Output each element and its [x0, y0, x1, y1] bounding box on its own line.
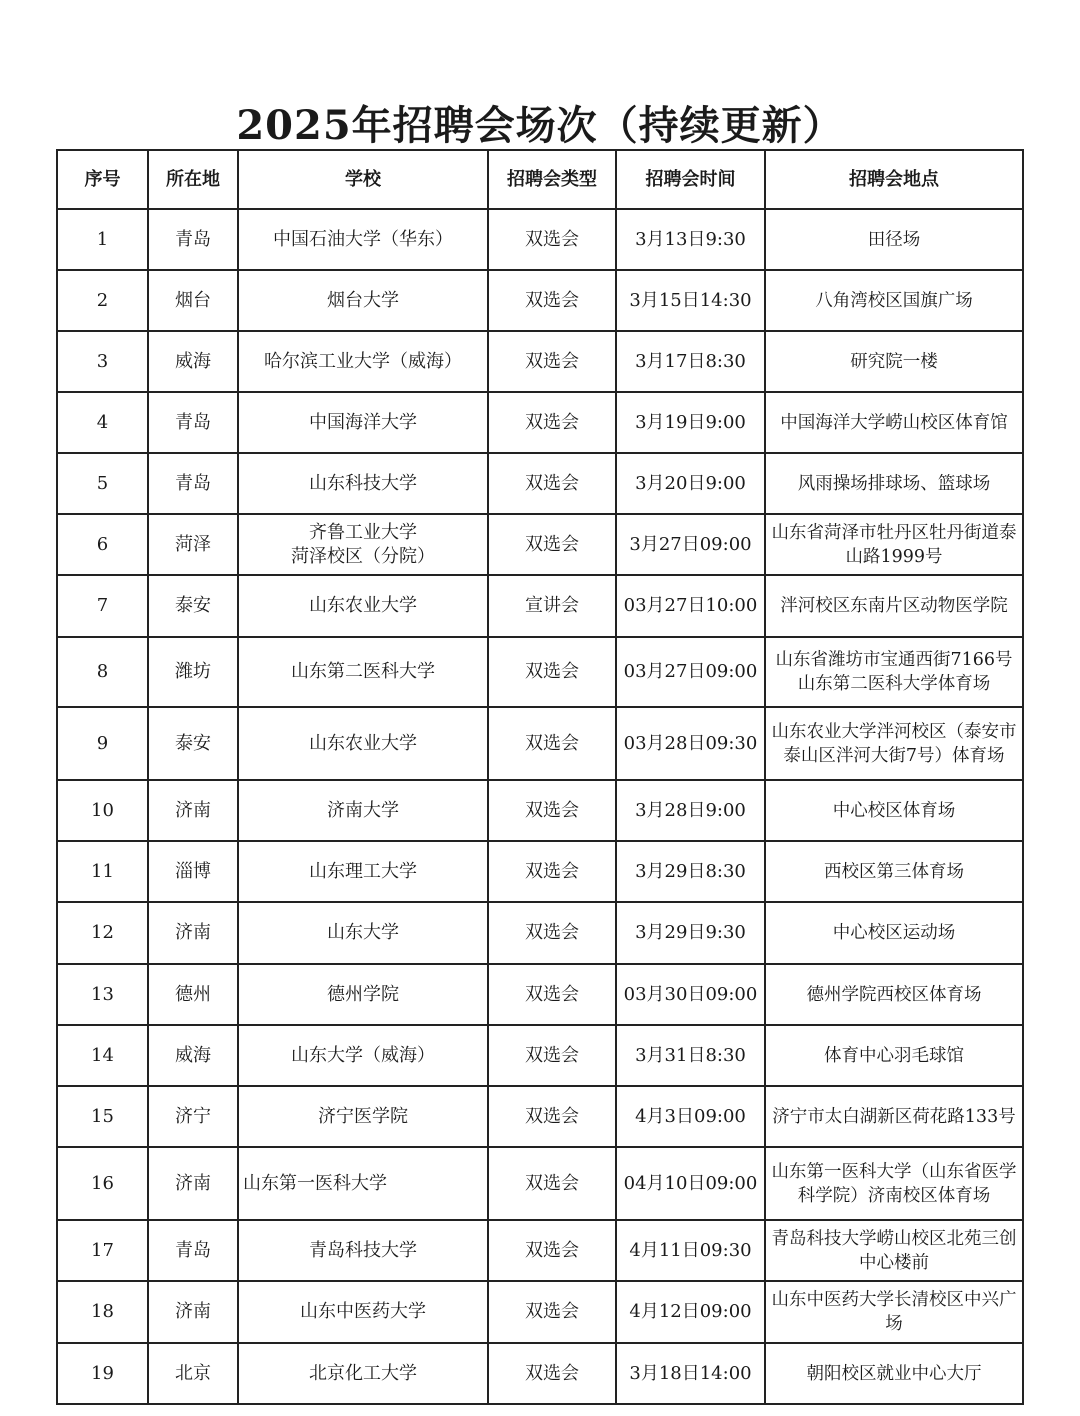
city-cell: 威海: [148, 1025, 238, 1086]
location-cell: 青岛科技大学崂山校区北苑三创中心楼前: [765, 1220, 1023, 1281]
row-number: 14: [57, 1025, 148, 1086]
location-cell: 研究院一楼: [765, 331, 1023, 392]
time-cell: 3月29日9:30: [616, 902, 765, 964]
table-row: [57, 209, 1023, 270]
location-cell: 山东第一医科大学（山东省医学科学院）济南校区体育场: [765, 1147, 1023, 1220]
row-number: 7: [57, 575, 148, 637]
time-cell: 3月18日14:00: [616, 1343, 765, 1404]
table-row: [57, 453, 1023, 514]
table-row: [57, 392, 1023, 453]
row-number: 9: [57, 707, 148, 780]
school-cell: 山东中医药大学: [238, 1281, 488, 1343]
type-cell: 双选会: [488, 637, 616, 707]
table-row: [57, 1086, 1023, 1147]
time-cell: 3月15日14:30: [616, 270, 765, 331]
city-cell: 青岛: [148, 1220, 238, 1281]
city-cell: 青岛: [148, 392, 238, 453]
type-cell: 宣讲会: [488, 575, 616, 637]
location-cell: 德州学院西校区体育场: [765, 964, 1023, 1025]
time-cell: 3月17日8:30: [616, 331, 765, 392]
time-cell: 03月30日09:00: [616, 964, 765, 1025]
location-cell: 山东中医药大学长清校区中兴广场: [765, 1281, 1023, 1343]
row-number: 18: [57, 1281, 148, 1343]
time-cell: 3月31日8:30: [616, 1025, 765, 1086]
row-number: 8: [57, 637, 148, 707]
table-row: [57, 1147, 1023, 1220]
school-cell: 山东科技大学: [238, 453, 488, 514]
location-cell: 山东省潍坊市宝通西街7166号山东第二医科大学体育场: [765, 637, 1023, 707]
table-row: [57, 1281, 1023, 1343]
table-row: [57, 575, 1023, 637]
city-cell: 济南: [148, 902, 238, 964]
type-cell: 双选会: [488, 392, 616, 453]
type-cell: 双选会: [488, 270, 616, 331]
type-cell: 双选会: [488, 1086, 616, 1147]
time-cell: 4月12日09:00: [616, 1281, 765, 1343]
type-cell: 双选会: [488, 453, 616, 514]
city-cell: 泰安: [148, 575, 238, 637]
school-cell: 烟台大学: [238, 270, 488, 331]
time-cell: 3月27日09:00: [616, 514, 765, 575]
city-cell: 威海: [148, 331, 238, 392]
header-type: 招聘会类型: [488, 150, 616, 209]
location-cell: 风雨操场排球场、篮球场: [765, 453, 1023, 514]
row-number: 13: [57, 964, 148, 1025]
row-number: 4: [57, 392, 148, 453]
time-cell: 03月27日09:00: [616, 637, 765, 707]
table-row: [57, 514, 1023, 575]
type-cell: 双选会: [488, 1281, 616, 1343]
table-row: [57, 780, 1023, 841]
type-cell: 双选会: [488, 780, 616, 841]
location-cell: 泮河校区东南片区动物医学院: [765, 575, 1023, 637]
time-cell: 4月11日09:30: [616, 1220, 765, 1281]
type-cell: 双选会: [488, 1220, 616, 1281]
table-row: [57, 1025, 1023, 1086]
city-cell: 潍坊: [148, 637, 238, 707]
school-cell: 山东第一医科大学: [238, 1147, 488, 1220]
location-cell: 中心校区运动场: [765, 902, 1023, 964]
header-no: 序号: [57, 150, 148, 209]
header-location: 招聘会地点: [765, 150, 1023, 209]
type-cell: 双选会: [488, 902, 616, 964]
school-cell: 山东第二医科大学: [238, 637, 488, 707]
school-cell: 中国石油大学（华东）: [238, 209, 488, 270]
location-cell: 中心校区体育场: [765, 780, 1023, 841]
school-cell: 青岛科技大学: [238, 1220, 488, 1281]
time-cell: 04月10日09:00: [616, 1147, 765, 1220]
location-cell: 田径场: [765, 209, 1023, 270]
row-number: 19: [57, 1343, 148, 1404]
header-city: 所在地: [148, 150, 238, 209]
time-cell: 03月28日09:30: [616, 707, 765, 780]
table-row: [57, 1343, 1023, 1404]
row-number: 2: [57, 270, 148, 331]
city-cell: 济南: [148, 1281, 238, 1343]
school-cell: 济南大学: [238, 780, 488, 841]
type-cell: 双选会: [488, 209, 616, 270]
type-cell: 双选会: [488, 841, 616, 902]
row-number: 16: [57, 1147, 148, 1220]
table-row: [57, 270, 1023, 331]
row-number: 11: [57, 841, 148, 902]
type-cell: 双选会: [488, 707, 616, 780]
city-cell: 淄博: [148, 841, 238, 902]
time-cell: 3月28日9:00: [616, 780, 765, 841]
school-cell: 齐鲁工业大学 菏泽校区（分院）: [238, 514, 488, 575]
time-cell: 3月29日8:30: [616, 841, 765, 902]
type-cell: 双选会: [488, 1025, 616, 1086]
location-cell: 西校区第三体育场: [765, 841, 1023, 902]
city-cell: 菏泽: [148, 514, 238, 575]
school-cell: 哈尔滨工业大学（威海）: [238, 331, 488, 392]
time-cell: 4月3日09:00: [616, 1086, 765, 1147]
table-row: [57, 902, 1023, 964]
city-cell: 烟台: [148, 270, 238, 331]
city-cell: 德州: [148, 964, 238, 1025]
time-cell: 3月19日9:00: [616, 392, 765, 453]
city-cell: 济南: [148, 1147, 238, 1220]
city-cell: 泰安: [148, 707, 238, 780]
table-row: [57, 964, 1023, 1025]
time-cell: 3月20日9:00: [616, 453, 765, 514]
city-cell: 青岛: [148, 453, 238, 514]
row-number: 6: [57, 514, 148, 575]
type-cell: 双选会: [488, 331, 616, 392]
school-cell: 山东农业大学: [238, 575, 488, 637]
header-school: 学校: [238, 150, 488, 209]
table-row: [57, 331, 1023, 392]
row-number: 17: [57, 1220, 148, 1281]
location-cell: 体育中心羽毛球馆: [765, 1025, 1023, 1086]
type-cell: 双选会: [488, 964, 616, 1025]
location-cell: 八角湾校区国旗广场: [765, 270, 1023, 331]
type-cell: 双选会: [488, 1147, 616, 1220]
table-row: [57, 841, 1023, 902]
table-row: [57, 707, 1023, 780]
job-fair-table: [56, 149, 1024, 1405]
school-cell: 山东理工大学: [238, 841, 488, 902]
school-cell: 济宁医学院: [238, 1086, 488, 1147]
time-cell: 3月13日9:30: [616, 209, 765, 270]
school-cell: 德州学院: [238, 964, 488, 1025]
time-cell: 03月27日10:00: [616, 575, 765, 637]
type-cell: 双选会: [488, 1343, 616, 1404]
school-cell: 中国海洋大学: [238, 392, 488, 453]
table-header-row: [57, 150, 1023, 209]
location-cell: 中国海洋大学崂山校区体育馆: [765, 392, 1023, 453]
page-title: 2025年招聘会场次（持续更新）: [236, 102, 844, 149]
table-row: [57, 637, 1023, 707]
city-cell: 济南: [148, 780, 238, 841]
location-cell: 山东农业大学泮河校区（泰安市泰山区泮河大街7号）体育场: [765, 707, 1023, 780]
row-number: 12: [57, 902, 148, 964]
row-number: 10: [57, 780, 148, 841]
school-cell: 山东大学（威海）: [238, 1025, 488, 1086]
type-cell: 双选会: [488, 514, 616, 575]
location-cell: 山东省菏泽市牡丹区牡丹街道泰山路1999号: [765, 514, 1023, 575]
row-number: 1: [57, 209, 148, 270]
city-cell: 济宁: [148, 1086, 238, 1147]
table-row: [57, 1220, 1023, 1281]
city-cell: 北京: [148, 1343, 238, 1404]
school-cell: 北京化工大学: [238, 1343, 488, 1404]
location-cell: 济宁市太白湖新区荷花路133号: [765, 1086, 1023, 1147]
row-number: 3: [57, 331, 148, 392]
school-cell: 山东农业大学: [238, 707, 488, 780]
row-number: 5: [57, 453, 148, 514]
city-cell: 青岛: [148, 209, 238, 270]
row-number: 15: [57, 1086, 148, 1147]
school-cell: 山东大学: [238, 902, 488, 964]
location-cell: 朝阳校区就业中心大厅: [765, 1343, 1023, 1404]
header-time: 招聘会时间: [616, 150, 765, 209]
